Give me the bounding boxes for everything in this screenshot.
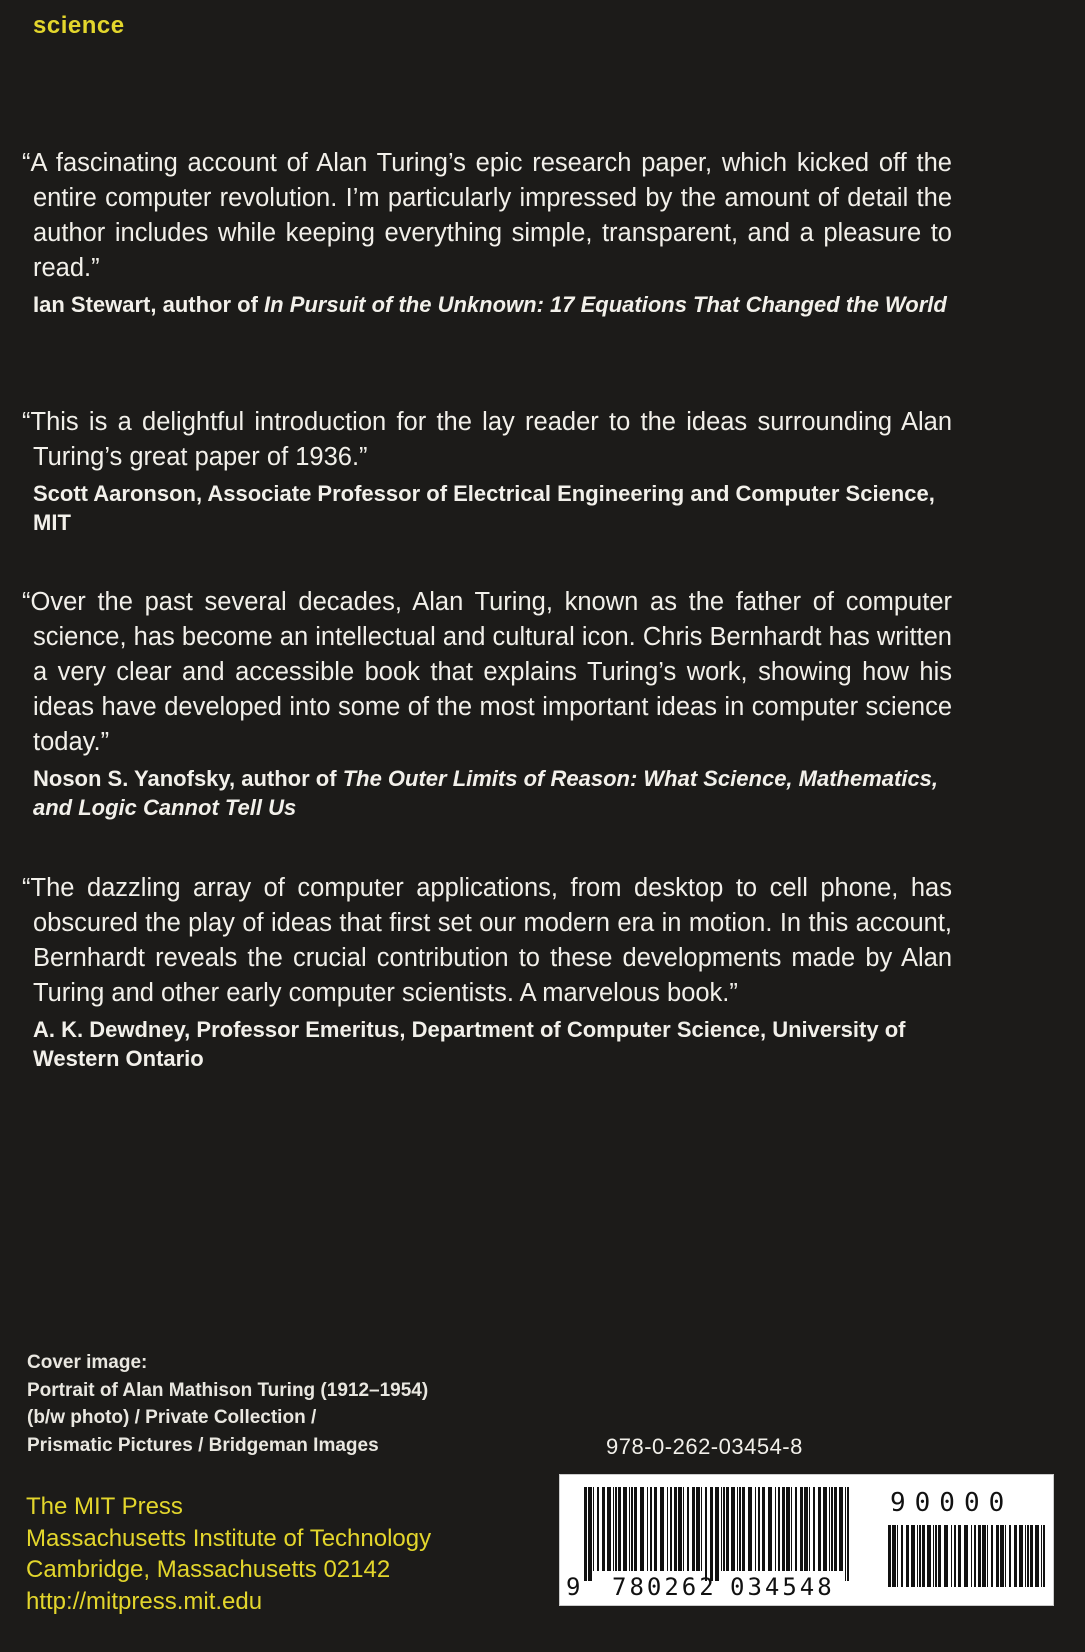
barcode-bar	[991, 1525, 993, 1587]
barcode-bar	[739, 1487, 741, 1571]
barcode-bar	[667, 1487, 668, 1571]
cover-credit-line: (b/w photo) / Private Collection /	[27, 1407, 317, 1428]
barcode-graphic	[560, 1475, 1053, 1605]
barcode-bar	[839, 1487, 843, 1571]
barcode-bar	[917, 1525, 918, 1587]
barcode-bar	[640, 1487, 644, 1571]
blurb-2	[22, 405, 952, 537]
barcode-bar	[615, 1487, 617, 1571]
barcode-bar	[944, 1525, 948, 1587]
barcode-bar	[834, 1487, 837, 1571]
barcode-bar	[710, 1487, 713, 1581]
barcode-bar	[823, 1487, 827, 1571]
barcode-bar	[705, 1487, 707, 1581]
barcode-bar	[623, 1487, 627, 1571]
barcode-bar	[721, 1487, 722, 1571]
cover-credit-heading: Cover image:	[27, 1352, 148, 1373]
barcode-bar	[1030, 1525, 1033, 1587]
attribution-work: In Pursuit of the Unknown: 17 Equations That Changed the World	[264, 292, 947, 317]
blurb-4	[22, 871, 952, 1073]
barcode-bar	[597, 1487, 599, 1571]
barcode-bar	[660, 1487, 664, 1571]
barcode-bar	[602, 1487, 605, 1571]
barcode-bar	[593, 1487, 594, 1571]
barcode-bar	[748, 1487, 752, 1571]
barcode-bar	[964, 1525, 968, 1587]
barcode-bar	[692, 1487, 695, 1571]
barcode-bar	[1041, 1525, 1042, 1587]
barcode-bar	[831, 1487, 833, 1571]
blurb-attribution	[22, 764, 952, 822]
barcode-bar	[971, 1525, 972, 1587]
barcode-bar	[1043, 1525, 1045, 1587]
barcode-bar	[737, 1487, 738, 1571]
barcode-bar	[933, 1525, 934, 1587]
barcode-bar	[678, 1487, 682, 1571]
barcode-bar	[683, 1487, 684, 1571]
barcode-bar	[919, 1525, 921, 1587]
barcode-bar	[584, 1487, 587, 1581]
barcode	[559, 1474, 1054, 1606]
cover-credit	[27, 1349, 428, 1459]
barcode-bar	[588, 1487, 592, 1581]
barcode-bar	[996, 1525, 999, 1587]
barcode-bar	[778, 1487, 780, 1571]
barcode-bar	[911, 1525, 915, 1587]
publisher-name: The MIT Press	[26, 1493, 183, 1520]
barcode-bar	[786, 1487, 790, 1571]
barcode-bar	[938, 1525, 941, 1587]
barcode-bar	[1000, 1525, 1004, 1587]
attribution-author: A. K. Dewdney, Professor Emeritus, Department of Computer Science, University of Western Ontario	[33, 1017, 906, 1071]
barcode-bar	[791, 1487, 792, 1571]
barcode-bar	[901, 1525, 903, 1587]
publisher-address: Cambridge, Massachusetts 02142	[26, 1556, 391, 1583]
barcode-bar	[987, 1525, 988, 1587]
barcode-bar	[982, 1525, 986, 1587]
barcode-bar	[650, 1487, 652, 1571]
barcode-bar	[634, 1487, 637, 1571]
barcode-bar	[958, 1525, 961, 1587]
attribution-work: The Outer Limits of Reason: What Science, Mathematics, and Logic Cannot Tell Us	[33, 766, 939, 820]
barcode-bar	[1014, 1525, 1017, 1587]
cover-credit-line: Prismatic Pictures / Bridgeman Images	[27, 1434, 379, 1456]
barcode-bar	[654, 1487, 657, 1571]
barcode-bar	[687, 1487, 689, 1571]
barcode-bar	[897, 1525, 898, 1587]
barcode-bar	[927, 1525, 931, 1587]
barcode-bar	[758, 1487, 760, 1571]
barcode-bar	[800, 1487, 803, 1571]
blurb-3	[22, 585, 952, 822]
barcode-bar	[978, 1525, 981, 1587]
barcode-bar	[629, 1487, 630, 1571]
barcode-bar	[1027, 1525, 1029, 1587]
attribution-author: Noson S. Yanofsky, author of	[33, 766, 343, 791]
barcode-bar	[892, 1525, 896, 1587]
barcode-bar	[647, 1487, 648, 1571]
blurb-quote: “A fascinating account of Alan Turing’s epic research paper, which kicked off the entire computer revolution. I’m particularly impressed by the amount of detail the author includes while keeping everything simple, transparent, and a pleasure to read.”	[22, 149, 952, 282]
barcode-bar	[618, 1487, 621, 1571]
barcode-bar	[755, 1487, 756, 1571]
barcode-digits-left: 780262	[612, 1573, 717, 1601]
barcode-bar	[847, 1487, 849, 1581]
barcode-bar	[723, 1487, 725, 1571]
barcode-addon-bars	[888, 1525, 1045, 1587]
barcode-bar	[1005, 1525, 1006, 1587]
blurb-attribution	[22, 290, 952, 319]
barcode-bar	[888, 1525, 891, 1587]
barcode-bar	[922, 1525, 925, 1587]
barcode-bar	[701, 1487, 702, 1571]
barcode-bar	[674, 1487, 677, 1571]
barcode-bar	[1025, 1525, 1026, 1587]
barcode-bar	[607, 1487, 611, 1571]
barcode-bar	[762, 1487, 765, 1571]
barcode-digits-right: 034548	[730, 1573, 835, 1601]
barcode-bar	[1009, 1525, 1011, 1587]
attribution-author: Scott Aaronson, Associate Professor of Electrical Engineering and Computer Science, MIT	[33, 481, 935, 535]
blurb-1	[22, 146, 952, 319]
isbn-number: 978-0-262-03454-8	[606, 1434, 803, 1459]
barcode-bar	[782, 1487, 785, 1571]
barcode-bar	[813, 1487, 815, 1571]
barcode-bar	[974, 1525, 976, 1587]
publisher-block	[26, 1491, 431, 1617]
barcode-bar	[696, 1487, 700, 1571]
barcode-bar	[731, 1487, 735, 1571]
barcode-bar	[768, 1487, 772, 1571]
barcode-bar	[631, 1487, 633, 1571]
barcode-bar	[613, 1487, 614, 1571]
attribution-author: Ian Stewart, author of	[33, 292, 265, 317]
barcode-bar	[726, 1487, 729, 1571]
barcode-bar	[742, 1487, 745, 1571]
barcode-bar	[804, 1487, 808, 1571]
barcode-bar	[1019, 1525, 1023, 1587]
barcode-bar	[670, 1487, 672, 1571]
barcode-bar	[809, 1487, 810, 1571]
barcode-bar	[795, 1487, 797, 1571]
barcode-bar	[935, 1525, 937, 1587]
category-label: science	[33, 12, 125, 39]
cover-credit-line: Portrait of Alan Mathison Turing (1912–1954)	[27, 1379, 429, 1401]
barcode-bar	[829, 1487, 830, 1571]
barcode-addon-digits: 90000	[890, 1488, 1014, 1518]
blurb-quote: “The dazzling array of computer applications, from desktop to cell phone, has obscured the play of ideas that first set our modern era in motion. In this account, Bernhardt reveals the crucial contribution to these developments made by Alan Turing and other early computer scientists. A marvelous book.”	[22, 874, 952, 1007]
blurb-attribution	[22, 479, 952, 537]
blurb-quote: “This is a delightful introduction for the lay reader to the ideas surrounding Alan Turing’s great paper of 1936.”	[22, 408, 952, 471]
barcode-digit-first: 9	[566, 1573, 581, 1601]
publisher-institution: Massachusetts Institute of Technology	[26, 1524, 432, 1552]
barcode-bar	[715, 1487, 719, 1581]
barcode-bar	[951, 1525, 952, 1587]
barcode-bar	[818, 1487, 821, 1571]
barcode-bar	[954, 1525, 956, 1587]
blurb-attribution	[22, 1015, 952, 1073]
barcode-bar	[775, 1487, 776, 1571]
blurb-quote: “Over the past several decades, Alan Turing, known as the father of computer science, has become an intellectual and cultural icon. Chris Bernhardt has written a very clear and accessible book that explains Turing’s work, showing how his ideas have developed into some of the most important ideas in computer science today.”	[22, 588, 952, 756]
barcode-bar	[1035, 1525, 1039, 1587]
barcode-bar	[906, 1525, 909, 1587]
publisher-url[interactable]: http://mitpress.mit.edu	[26, 1587, 263, 1615]
barcode-bar	[845, 1487, 846, 1581]
barcode-main-bars	[584, 1487, 849, 1581]
